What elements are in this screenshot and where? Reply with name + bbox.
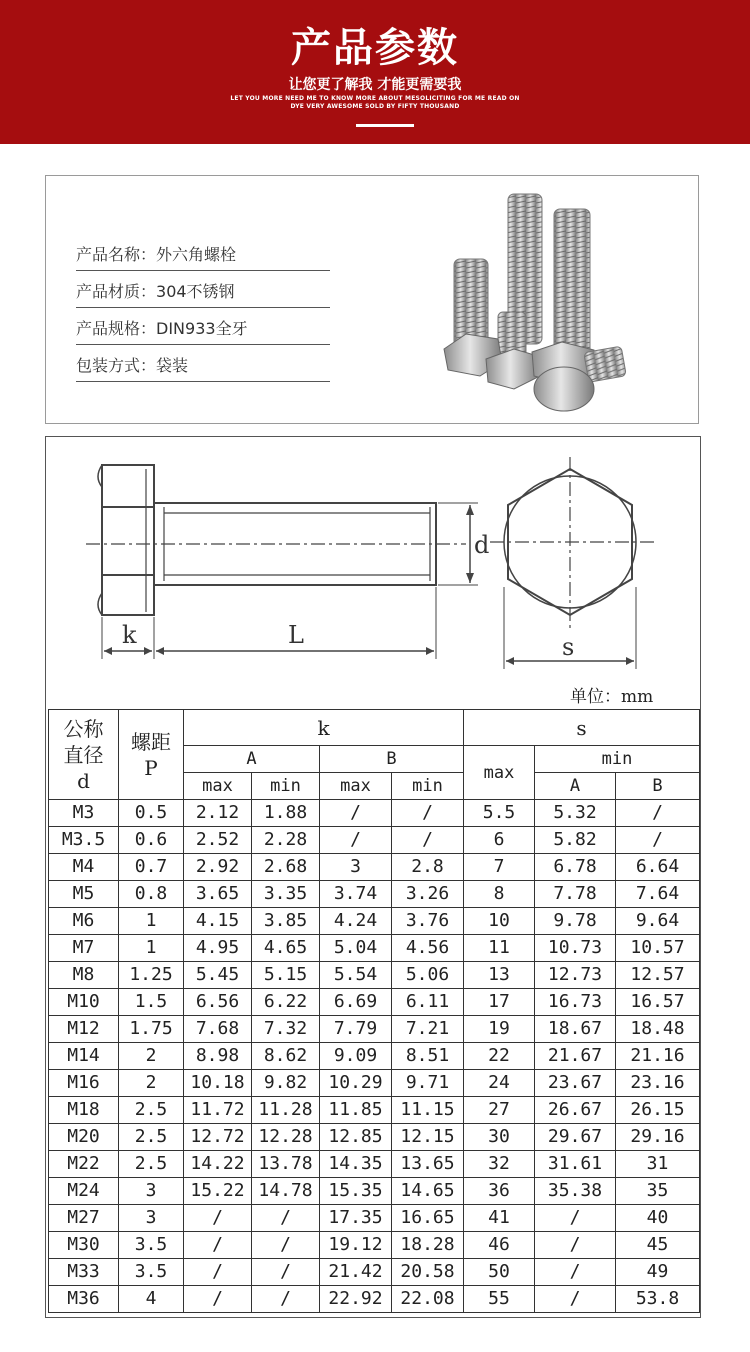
table-cell: 13 bbox=[464, 962, 535, 989]
table-cell: 2.52 bbox=[184, 827, 252, 854]
table-cell: 29.16 bbox=[616, 1124, 700, 1151]
table-cell: 11.72 bbox=[184, 1097, 252, 1124]
table-cell: 31 bbox=[616, 1151, 700, 1178]
table-cell: 6.22 bbox=[252, 989, 320, 1016]
table-cell: / bbox=[535, 1205, 616, 1232]
table-cell: M24 bbox=[49, 1178, 119, 1205]
bolt-technical-drawing bbox=[46, 437, 700, 709]
table-cell: 53.8 bbox=[616, 1286, 700, 1313]
table-cell: 2 bbox=[119, 1043, 184, 1070]
table-cell: 1.88 bbox=[252, 800, 320, 827]
table-cell: M8 bbox=[49, 962, 119, 989]
table-cell: 6.11 bbox=[392, 989, 464, 1016]
table-cell: 5.45 bbox=[184, 962, 252, 989]
table-cell: M5 bbox=[49, 881, 119, 908]
table-row bbox=[49, 1124, 700, 1151]
table-row bbox=[49, 1097, 700, 1124]
table-cell: M36 bbox=[49, 1286, 119, 1313]
table-cell: 6.64 bbox=[616, 854, 700, 881]
table-cell: 11.15 bbox=[392, 1097, 464, 1124]
table-cell: / bbox=[184, 1232, 252, 1259]
table-cell: 22 bbox=[464, 1043, 535, 1070]
table-cell: 27 bbox=[464, 1097, 535, 1124]
table-cell: 11.85 bbox=[320, 1097, 392, 1124]
table-row bbox=[49, 854, 700, 881]
table-cell: / bbox=[535, 1232, 616, 1259]
table-cell: 1.5 bbox=[119, 989, 184, 1016]
table-cell: 9.09 bbox=[320, 1043, 392, 1070]
table-cell: / bbox=[535, 1259, 616, 1286]
table-cell: 50 bbox=[464, 1259, 535, 1286]
table-row bbox=[49, 1205, 700, 1232]
table-cell: 7.79 bbox=[320, 1016, 392, 1043]
table-cell: 30 bbox=[464, 1124, 535, 1151]
table-cell: M3 bbox=[49, 800, 119, 827]
table-cell: 2.5 bbox=[119, 1124, 184, 1151]
table-cell: 9.78 bbox=[535, 908, 616, 935]
table-cell: 5.06 bbox=[392, 962, 464, 989]
table-cell: M4 bbox=[49, 854, 119, 881]
table-cell: M6 bbox=[49, 908, 119, 935]
table-cell: 16.57 bbox=[616, 989, 700, 1016]
table-cell: 8.98 bbox=[184, 1043, 252, 1070]
table-cell: M3.5 bbox=[49, 827, 119, 854]
table-cell: 41 bbox=[464, 1205, 535, 1232]
table-cell: / bbox=[184, 1259, 252, 1286]
table-cell: 3.74 bbox=[320, 881, 392, 908]
table-cell: 12.72 bbox=[184, 1124, 252, 1151]
header-k-B: B bbox=[320, 746, 464, 773]
table-cell: 16.65 bbox=[392, 1205, 464, 1232]
header-smin-B: B bbox=[616, 773, 700, 800]
table-cell: 5.5 bbox=[464, 800, 535, 827]
table-cell: M27 bbox=[49, 1205, 119, 1232]
table-cell: 5.54 bbox=[320, 962, 392, 989]
table-cell: 3.35 bbox=[252, 881, 320, 908]
table-cell: 2.12 bbox=[184, 800, 252, 827]
table-cell: 4.24 bbox=[320, 908, 392, 935]
info-label: 产品名称： bbox=[76, 245, 157, 264]
table-cell: 0.6 bbox=[119, 827, 184, 854]
info-value: 外六角螺栓 bbox=[156, 245, 237, 264]
table-cell: 4.15 bbox=[184, 908, 252, 935]
table-cell: 1 bbox=[119, 935, 184, 962]
table-cell: 3 bbox=[119, 1205, 184, 1232]
table-cell: / bbox=[616, 827, 700, 854]
table-cell: 2.68 bbox=[252, 854, 320, 881]
table-cell: 2.5 bbox=[119, 1151, 184, 1178]
table-cell: 29.67 bbox=[535, 1124, 616, 1151]
info-value: 304不锈钢 bbox=[156, 282, 235, 301]
table-cell: 14.22 bbox=[184, 1151, 252, 1178]
header-k: k bbox=[184, 710, 464, 746]
table-cell: 2 bbox=[119, 1070, 184, 1097]
table-cell: / bbox=[252, 1232, 320, 1259]
table-cell: 11.28 bbox=[252, 1097, 320, 1124]
table-cell: 8.51 bbox=[392, 1043, 464, 1070]
table-cell: 5.82 bbox=[535, 827, 616, 854]
table-row bbox=[49, 989, 700, 1016]
header-text: 螺距 bbox=[131, 729, 171, 754]
title-underline bbox=[356, 124, 414, 127]
table-cell: 35 bbox=[616, 1178, 700, 1205]
table-cell: 3 bbox=[320, 854, 392, 881]
table-cell: 1.75 bbox=[119, 1016, 184, 1043]
table-cell: / bbox=[320, 827, 392, 854]
table-cell: 23.67 bbox=[535, 1070, 616, 1097]
table-cell: 17.35 bbox=[320, 1205, 392, 1232]
table-cell: 5.32 bbox=[535, 800, 616, 827]
table-cell: 36 bbox=[464, 1178, 535, 1205]
info-label: 包装方式： bbox=[76, 356, 157, 375]
table-cell: 2.28 bbox=[252, 827, 320, 854]
table-cell: 49 bbox=[616, 1259, 700, 1286]
table-cell: M20 bbox=[49, 1124, 119, 1151]
table-cell: 4.56 bbox=[392, 935, 464, 962]
table-cell: 13.65 bbox=[392, 1151, 464, 1178]
header-text: d bbox=[77, 768, 90, 793]
header-s-max: max bbox=[464, 746, 535, 800]
english-tagline: LET YOU MORE NEED ME TO KNOW MORE ABOUT MESOLICITING FOR ME READ ON DYE VERY AWESOME SOLD BY FIFTY THOUSAND bbox=[230, 95, 520, 110]
table-cell: 2.8 bbox=[392, 854, 464, 881]
table-cell: 19.12 bbox=[320, 1232, 392, 1259]
dimension-table-body bbox=[49, 710, 700, 1313]
info-value: 袋装 bbox=[156, 356, 189, 375]
info-row-packing bbox=[76, 351, 330, 382]
header-s-min: min bbox=[535, 746, 700, 773]
table-cell: M7 bbox=[49, 935, 119, 962]
table-row bbox=[49, 1259, 700, 1286]
table-cell: 46 bbox=[464, 1232, 535, 1259]
table-cell: 7.78 bbox=[535, 881, 616, 908]
table-row bbox=[49, 1232, 700, 1259]
table-cell: 8.62 bbox=[252, 1043, 320, 1070]
table-cell: 3.5 bbox=[119, 1232, 184, 1259]
table-cell: 17 bbox=[464, 989, 535, 1016]
table-cell: 7 bbox=[464, 854, 535, 881]
table-cell: 10.73 bbox=[535, 935, 616, 962]
table-row bbox=[49, 1070, 700, 1097]
table-cell: / bbox=[184, 1286, 252, 1313]
table-cell: 40 bbox=[616, 1205, 700, 1232]
table-row bbox=[49, 962, 700, 989]
table-row bbox=[49, 1043, 700, 1070]
unit-label: 单位：mm bbox=[570, 687, 654, 707]
spec-panel bbox=[45, 436, 701, 1318]
table-cell: 35.38 bbox=[535, 1178, 616, 1205]
table-cell: 12.85 bbox=[320, 1124, 392, 1151]
header-kA-max: max bbox=[184, 773, 252, 800]
bolts-product-photo bbox=[436, 184, 636, 414]
table-cell: 18.48 bbox=[616, 1016, 700, 1043]
table-cell: 26.67 bbox=[535, 1097, 616, 1124]
table-cell: 15.35 bbox=[320, 1178, 392, 1205]
table-cell: 7.32 bbox=[252, 1016, 320, 1043]
table-cell: 10.18 bbox=[184, 1070, 252, 1097]
page-title: 产品参数 bbox=[291, 25, 459, 71]
table-cell: 31.61 bbox=[535, 1151, 616, 1178]
table-cell: 22.08 bbox=[392, 1286, 464, 1313]
table-row bbox=[49, 881, 700, 908]
table-cell: 2.5 bbox=[119, 1097, 184, 1124]
dim-label-k: k bbox=[122, 621, 137, 649]
table-cell: / bbox=[252, 1205, 320, 1232]
table-cell: 11 bbox=[464, 935, 535, 962]
table-cell: M16 bbox=[49, 1070, 119, 1097]
table-cell: 6 bbox=[464, 827, 535, 854]
table-cell: 45 bbox=[616, 1232, 700, 1259]
info-row-material bbox=[76, 277, 330, 308]
table-cell: 2.92 bbox=[184, 854, 252, 881]
table-cell: / bbox=[535, 1286, 616, 1313]
table-cell: 0.8 bbox=[119, 881, 184, 908]
header-banner bbox=[0, 0, 750, 144]
table-cell: 7.68 bbox=[184, 1016, 252, 1043]
info-label: 产品材质： bbox=[76, 282, 157, 301]
table-cell: 7.64 bbox=[616, 881, 700, 908]
table-cell: 9.82 bbox=[252, 1070, 320, 1097]
header-s: s bbox=[464, 710, 700, 746]
table-cell: 4.95 bbox=[184, 935, 252, 962]
table-cell: / bbox=[252, 1286, 320, 1313]
table-cell: 0.7 bbox=[119, 854, 184, 881]
table-cell: / bbox=[184, 1205, 252, 1232]
table-cell: / bbox=[392, 800, 464, 827]
table-cell: 15.22 bbox=[184, 1178, 252, 1205]
table-cell: 14.65 bbox=[392, 1178, 464, 1205]
table-row bbox=[49, 827, 700, 854]
header-kA-min: min bbox=[252, 773, 320, 800]
table-cell: 10.29 bbox=[320, 1070, 392, 1097]
table-row bbox=[49, 1286, 700, 1313]
table-cell: 3.85 bbox=[252, 908, 320, 935]
table-row bbox=[49, 1178, 700, 1205]
dim-label-L: L bbox=[288, 621, 304, 649]
table-cell: 26.15 bbox=[616, 1097, 700, 1124]
table-cell: / bbox=[616, 800, 700, 827]
table-cell: M12 bbox=[49, 1016, 119, 1043]
table-cell: 5.04 bbox=[320, 935, 392, 962]
table-cell: 10.57 bbox=[616, 935, 700, 962]
table-cell: 6.69 bbox=[320, 989, 392, 1016]
table-cell: 55 bbox=[464, 1286, 535, 1313]
table-cell: / bbox=[392, 827, 464, 854]
table-cell: M10 bbox=[49, 989, 119, 1016]
table-cell: 0.5 bbox=[119, 800, 184, 827]
header-smin-A: A bbox=[535, 773, 616, 800]
dim-label-s: s bbox=[562, 633, 575, 661]
table-cell: 21.67 bbox=[535, 1043, 616, 1070]
table-cell: 16.73 bbox=[535, 989, 616, 1016]
table-cell: M30 bbox=[49, 1232, 119, 1259]
table-cell: M22 bbox=[49, 1151, 119, 1178]
table-cell: 13.78 bbox=[252, 1151, 320, 1178]
info-value: DIN933全牙 bbox=[156, 319, 248, 338]
table-cell: 23.16 bbox=[616, 1070, 700, 1097]
table-cell: 19 bbox=[464, 1016, 535, 1043]
table-cell: 9.64 bbox=[616, 908, 700, 935]
table-cell: 12.73 bbox=[535, 962, 616, 989]
table-cell: 18.28 bbox=[392, 1232, 464, 1259]
dim-label-d: d bbox=[474, 531, 490, 559]
table-cell: / bbox=[320, 800, 392, 827]
table-cell: 9.71 bbox=[392, 1070, 464, 1097]
table-cell: 21.16 bbox=[616, 1043, 700, 1070]
table-cell: 3.26 bbox=[392, 881, 464, 908]
table-cell: 6.56 bbox=[184, 989, 252, 1016]
table-cell: 20.58 bbox=[392, 1259, 464, 1286]
table-cell: 10 bbox=[464, 908, 535, 935]
table-cell: 24 bbox=[464, 1070, 535, 1097]
table-cell: 3.65 bbox=[184, 881, 252, 908]
table-cell: 3.5 bbox=[119, 1259, 184, 1286]
header-text: P bbox=[144, 755, 158, 780]
dimension-table bbox=[48, 709, 700, 1313]
table-cell: 14.78 bbox=[252, 1178, 320, 1205]
header-nominal-diameter bbox=[49, 710, 119, 800]
header-pitch bbox=[119, 710, 184, 800]
table-cell: M14 bbox=[49, 1043, 119, 1070]
header-text: 直径 bbox=[63, 742, 104, 767]
table-cell: / bbox=[252, 1259, 320, 1286]
table-cell: 3 bbox=[119, 1178, 184, 1205]
header-text: 公称 bbox=[63, 716, 104, 741]
table-cell: 14.35 bbox=[320, 1151, 392, 1178]
info-row-name bbox=[76, 240, 330, 271]
table-cell: M18 bbox=[49, 1097, 119, 1124]
table-cell: 6.78 bbox=[535, 854, 616, 881]
table-row bbox=[49, 935, 700, 962]
table-cell: 12.15 bbox=[392, 1124, 464, 1151]
table-row bbox=[49, 1151, 700, 1178]
header-kB-min: min bbox=[392, 773, 464, 800]
table-row bbox=[49, 800, 700, 827]
product-info-box bbox=[45, 175, 699, 424]
table-cell: 12.28 bbox=[252, 1124, 320, 1151]
table-cell: 32 bbox=[464, 1151, 535, 1178]
table-cell: 3.76 bbox=[392, 908, 464, 935]
table-cell: 12.57 bbox=[616, 962, 700, 989]
info-label: 产品规格： bbox=[76, 319, 157, 338]
table-cell: 22.92 bbox=[320, 1286, 392, 1313]
table-cell: 4.65 bbox=[252, 935, 320, 962]
table-cell: M33 bbox=[49, 1259, 119, 1286]
page-subtitle: 让您更了解我 才能更需要我 bbox=[288, 77, 462, 93]
info-row-spec bbox=[76, 314, 330, 345]
table-row bbox=[49, 1016, 700, 1043]
table-row bbox=[49, 908, 700, 935]
table-cell: 18.67 bbox=[535, 1016, 616, 1043]
table-cell: 7.21 bbox=[392, 1016, 464, 1043]
table-cell: 5.15 bbox=[252, 962, 320, 989]
header-k-A: A bbox=[184, 746, 320, 773]
header-kB-max: max bbox=[320, 773, 392, 800]
table-cell: 21.42 bbox=[320, 1259, 392, 1286]
table-cell: 8 bbox=[464, 881, 535, 908]
table-cell: 4 bbox=[119, 1286, 184, 1313]
table-cell: 1.25 bbox=[119, 962, 184, 989]
table-cell: 1 bbox=[119, 908, 184, 935]
